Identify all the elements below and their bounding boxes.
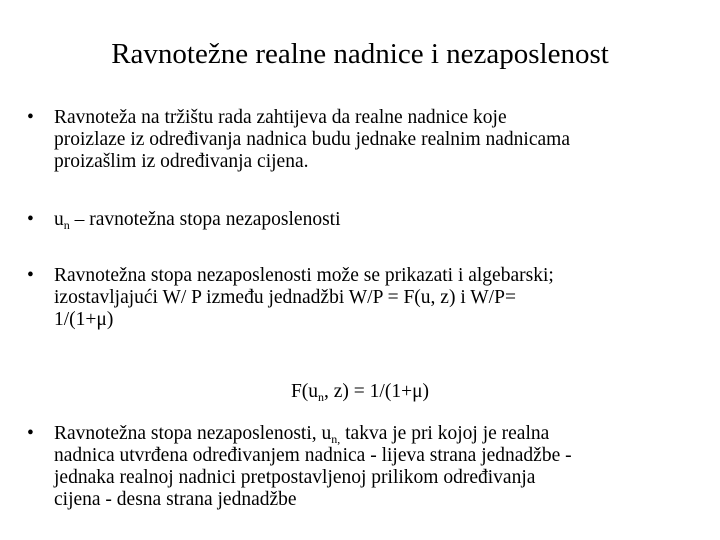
bullet-line: 1/(1+μ): [54, 309, 114, 330]
bullet-line: proizašlim iz određivanja cijena.: [54, 151, 309, 172]
bullet-symbol: •: [27, 423, 34, 444]
bullet-line: nadnica utvrđena određivanjem nadnica - lijeva strana jednadžbe -: [54, 445, 572, 466]
formula-text: , z) = 1/(1+μ): [324, 381, 430, 402]
bullet-line: [54, 423, 704, 445]
formula: [0, 380, 720, 404]
subscript: n: [318, 390, 325, 404]
bullet-symbol: •: [27, 107, 34, 128]
bullet-text: [54, 423, 704, 511]
bullet-line: Ravnoteža na tržištu rada zahtijeva da realne nadnice koje: [54, 107, 507, 128]
subscript: n,: [331, 432, 341, 446]
slide-title: Ravnotežne realne nadnice i nezaposlenost: [111, 38, 609, 70]
text-run: takva je pri kojoj je realna: [340, 423, 550, 444]
text-run: Ravnotežna stopa nezaposlenosti, u: [54, 423, 332, 444]
bullet-text: [54, 209, 704, 231]
text-run: u: [54, 209, 64, 230]
subscript: n: [63, 218, 70, 232]
bullet-line: Ravnotežna stopa nezaposlenosti može se prikazati i algebarski;: [54, 265, 554, 286]
formula-text: F(u: [290, 381, 319, 402]
bullet-line: jednaka realnoj nadnici pretpostavljenoj prilikom određivanja: [54, 467, 536, 488]
bullet-symbol: •: [27, 265, 34, 286]
bullet-line: cijena - desna strana jednadžbe: [54, 489, 297, 510]
bullet-line: izostavljajući W/ P između jednadžbi W/P = F(u, z) i W/P=: [54, 287, 516, 308]
text-run: – ravnotežna stopa nezaposlenosti: [69, 209, 341, 230]
bullet-line: proizlaze iz određivanja nadnica budu jednake realnim nadnicama: [54, 129, 570, 150]
bullet-text: [54, 107, 704, 173]
bullet-text: [54, 265, 704, 331]
bullet-symbol: •: [27, 209, 34, 230]
